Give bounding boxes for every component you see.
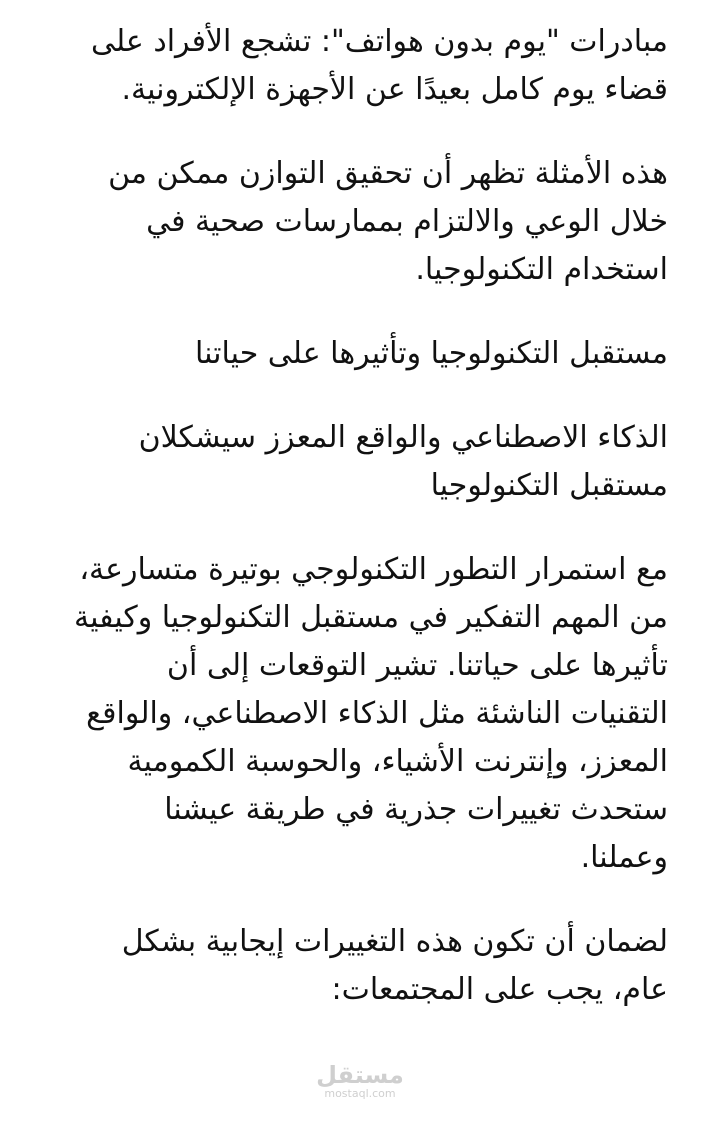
paragraph-emerging-technologies: مع استمرار التطور التكنولوجي بوتيرة متسارعة، من المهم التفكير في مستقبل التكنولوجيا وكيفية تأثيرها على حياتنا. تشير التوقعات إلى أن التقنيات الناشئة مثل الذكاء الاصطناعي، والواقع المعزز، وإنترنت الأشياء، والحوسبة الكمومية ستحدث تغييرات جذرية في طريقة عيشنا وعملنا. [74,552,668,875]
watermark-brand: مستقل [316,1061,404,1089]
mostaql-watermark [300,1062,420,1100]
section-heading-future-technology: مستقبل التكنولوجيا وتأثيرها على حياتنا [194,336,668,371]
paragraph-societies-must: لضمان أن تكون هذه التغييرات إيجابية بشكل عام، يجب على المجتمعات: [121,924,668,1007]
paragraph-balance-examples: هذه الأمثلة تظهر أن تحقيق التوازن ممكن من خلال الوعي والالتزام بممارسات صحية في استخدام التكنولوجيا. [108,156,668,287]
paragraph-no-phone-day: مبادرات "يوم بدون هواتف": تشجع الأفراد على قضاء يوم كامل بعيدًا عن الأجهزة الإلكترونية. [90,24,668,107]
watermark-site: mostaql.com [324,1087,396,1100]
article-body [74,18,668,1014]
subheading-ai-ar: الذكاء الاصطناعي والواقع المعزز سيشكلان مستقبل التكنولوجيا [138,420,668,503]
